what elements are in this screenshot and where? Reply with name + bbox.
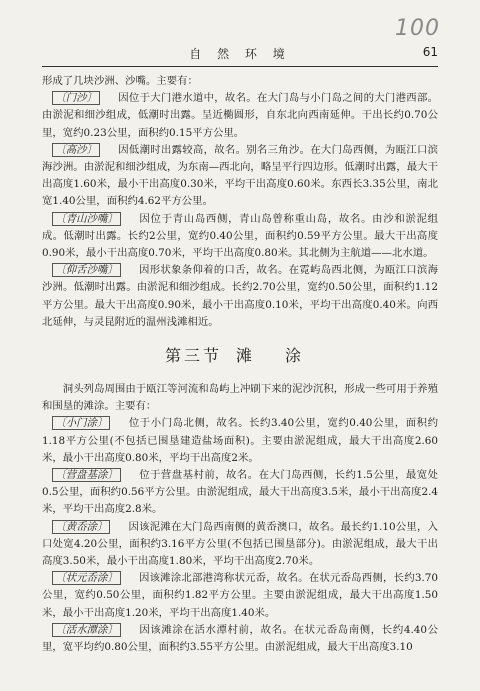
handwritten-page-number: 100 bbox=[395, 16, 440, 41]
flat-entry-zhuangyuanao bbox=[42, 570, 438, 622]
header-title: 自 然 环 境 bbox=[189, 47, 291, 61]
entry-text: 因低潮时出露较高，故名。别名三角沙。在大门岛西侧，为瓯江口滨海沙洲。由淤泥和细沙组成，为东南—西北向，略呈平行四边形。低潮时出露，最大干出高度1.60米，最小干出高度0.30米，平均干出高度0.60米。东西长3.35公里，南北宽1.40公里，面积约4.62平方公里。 bbox=[42, 143, 438, 208]
entry-text: 因该滩涂在活水潭村前，故名。在状元岙岛南侧，长约4.40公里，宽平均约0.80公里，面积约3.55平方公里。由淤泥组成，最大干出高度3.10 bbox=[42, 623, 438, 654]
section-heading bbox=[42, 345, 438, 367]
sand-entry-menshа bbox=[42, 90, 438, 142]
entry-text: 因形状象条仰着的口舌，故名。在霓屿岛西北侧，为瓯江口滨海沙洲。低潮时出露。由淤泥和细沙组成。长约2.70公里，宽约0.50公里，面积约1.12平方公里。最大干出高度0.90米，最小干出高度0.10米，平均干出高度0.40米。向西北延伸，与灵昆附近的温州浅滩相近。 bbox=[42, 264, 438, 328]
entry-term: 〔高沙〕 bbox=[52, 143, 100, 157]
entry-text: 因位于青山岛西侧，青山岛曾称重山岛，故名。由沙和淤泥组成。低潮时出露。长约2公里，宽约0.40公里，面积约0.59平方公里。最大干出高度0.90米，最小干出高度0.70米，平均干出高度0.80米。其北侧为主航道——北水道。 bbox=[42, 212, 438, 260]
entry-term: 〔青山沙嘴〕 bbox=[52, 212, 120, 226]
entry-text: 因该滩涂北部港湾称状元岙，故名。在状元岙岛西侧，长约3.70公里，宽约0.50公里，面积约1.82平方公里。主要由淤泥组成，最大干出高度1.50米，最小干出高度1.20米，平均干出高度1.40米。 bbox=[42, 572, 438, 619]
entry-text: 因该泥滩在大门岛西南侧的黄岙澳口，故名。最长约1.10公里，入口处宽4.20公里，面积约3.16平方公里(不包括已围垦部分)。由淤泥组成，最大干出高度3.50米，最小干出高度1.80米，平均干出高度2.70米。 bbox=[42, 520, 438, 568]
entry-term: 〔营盘基涂〕 bbox=[52, 468, 120, 482]
entry-term: 〔黄岙涂〕 bbox=[52, 520, 110, 534]
flat-entry-huangao bbox=[42, 519, 438, 571]
page-number: 61 bbox=[422, 45, 438, 59]
page-body bbox=[42, 73, 438, 656]
entry-term: 〔活水潭涂〕 bbox=[52, 623, 120, 637]
sand-entry-yangshe bbox=[42, 262, 438, 331]
entry-term: 〔状元岙涂〕 bbox=[52, 571, 120, 585]
section-intro: 洞头列岛周围由于瓯江等河流和岛屿上冲刷下来的泥沙沉积，形成一些可用于养殖和围垦的滩涂。主要有： bbox=[42, 383, 438, 413]
intro-line: 形成了几块沙洲、沙嘴。主要有： bbox=[42, 75, 198, 87]
sand-entry-gaosha bbox=[42, 142, 438, 211]
entry-text: 位于营盘基村前，故名。在大门岛西侧，长约1.5公里，最宽处0.5公里，面积约0.56平方公里。由淤泥组成，最大干出高度3.5米，最小干出高度2.4米，平均干出高度2.8米。 bbox=[42, 469, 438, 516]
entry-text: 位于小门岛北侧，故名。长约3.40公里，宽约0.40公里，面积约1.18平方公里(不包括已围垦建造盐场面积)。主要由淤泥组成，最大干出高度2.60米，最小干出高度0.80米，平均干出高度2米。 bbox=[42, 417, 438, 464]
entry-text: 因位于大门港水道中，故名。在大门岛与小门岛之间的大门港西部。由淤泥和细沙组成，低潮时出露。呈近椭圆形，自东北向西南延伸。干出长约0.70公里，宽约0.23公里，面积约0.15平方公里。 bbox=[42, 92, 438, 139]
flat-entry-yingpanji bbox=[42, 467, 438, 519]
flat-entry-xiaomen bbox=[42, 415, 438, 467]
section-name: 滩 涂 bbox=[235, 346, 316, 366]
flat-entry-huoshuitan bbox=[42, 622, 438, 656]
section-number: 第三节 bbox=[164, 346, 222, 366]
page-header bbox=[42, 44, 438, 67]
entry-term: 〔门沙〕 bbox=[52, 91, 100, 105]
entry-term: 〔小门涂〕 bbox=[52, 416, 110, 430]
entry-term: 〔仰舌沙嘴〕 bbox=[52, 263, 120, 277]
sand-entry-qingshan bbox=[42, 211, 438, 263]
